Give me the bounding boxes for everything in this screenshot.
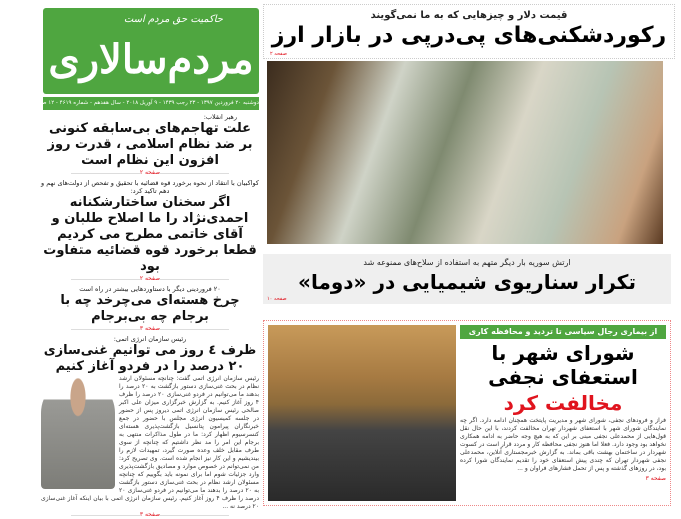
kicker: رهبر انقلاب: bbox=[203, 113, 237, 121]
story-tag: از بیماری رجال سیاسی تا تردید و محافظه کاری bbox=[460, 325, 666, 339]
lead-area bbox=[263, 4, 675, 244]
left-column bbox=[41, 113, 259, 519]
salehi-photo bbox=[41, 377, 115, 489]
page-ref: صفحه ۳ bbox=[41, 511, 259, 519]
headline: اگر سخنان ساختارشکنانه احمدی‌نژاد را ما اصلاح طلبان و آقای خاتمی مطرح می کردیم قطعا برخورد قوه قضائیه متفاوت بود bbox=[43, 195, 257, 274]
headline: رکوردشکنی‌های پی‌درپی در بازار ارز bbox=[271, 23, 667, 48]
syria-story[interactable] bbox=[263, 254, 671, 304]
headline: ظرف ٤ روز می توانیم غنی‌سازی ۲۰ درصد را در فردو آغاز کنیم bbox=[43, 343, 257, 374]
kicker: ۲۰ فروردینی دیگر با دستاوردهایی بیشتر در راه است bbox=[79, 285, 221, 293]
masthead-slogan: حاکمیت حق مردم است bbox=[123, 14, 223, 25]
kicker: کواکبیان با انتقاد از نحوه برخورد قوه قضائیه با تحقیق و تفحص از دولت‌های نهم و دهم تاکید کرد: bbox=[41, 179, 259, 195]
currency-photo bbox=[267, 61, 663, 244]
kicker: رئیس سازمان انرژی اتمی: bbox=[113, 335, 187, 343]
kicker: ارتش سوریه بار دیگر متهم به استفاده از سلاح‌های ممنوعه شد bbox=[363, 258, 571, 267]
headline: چرخ هسته‌ای می‌چرخد چه با برجام چه بی‌برجام bbox=[60, 293, 240, 324]
headline: شورای شهر با استعفای نجفی bbox=[488, 341, 638, 389]
headline-red: مخالفت کرد bbox=[503, 391, 623, 415]
story-salehi[interactable] bbox=[41, 335, 259, 519]
story-nuclear[interactable] bbox=[41, 285, 259, 333]
lead-story[interactable] bbox=[263, 4, 675, 59]
council-text bbox=[460, 325, 666, 483]
story-kavakebian[interactable] bbox=[41, 179, 259, 283]
page-ref: صفحه ۳ bbox=[645, 475, 666, 482]
council-photo bbox=[268, 325, 456, 501]
page-ref: صفحه ۲ bbox=[41, 275, 259, 283]
page-ref: صفحه ۳ bbox=[41, 325, 259, 333]
page-ref: صفحه ۲ bbox=[270, 51, 287, 57]
salehi-body: رئیس سازمان انرژی اتمی گفت: چنانچه مسئولان ارشد نظام در بحث غنی‌سازی دستور بازگشت به ۲۰ درصد را بدهند ما می‌توانیم در فردو غنی‌سازی ۲۰ درصد را ظرف ۴ روز آغاز کنیم. به گزارش خبرگزاری میزان علی اکبر صالحی رئیس سازمان انرژی اتمی دیروز پس از حضور در جلسه کمیسیون انرژی مجلس با حضور در جمع خبرنگاران پیرامون پتانسیل بازگشت‌پذیری هسته‌ای کنسرسیوم اظهار کرد: ما در طول مذاکرات منتهی به برجام این امر را مد نظر داشتیم که چنانچه از سوی طرف مقابل خلف وعده صورت گیرد، تمهیدات لازم را بیندیشیم و این کار نیز انجام شده است. وی تصریح کرد: من نمی‌توانم در خصوص موارد و مصادیق بازگشت‌پذیری وارد جزئیات شوم اما برای نمونه باید بگوییم که چنانچه مسئولان ارشد نظام در بحث غنی‌سازی دستور بازگشت به ۲۰ درصد را بدهند ما می‌توانیم در فردو غنی‌سازی ۲۰ درصد را ظرف ۴ روز آغاز کنیم. رئیس سازمان انرژی اتمی با بیان اینکه آغاز غنی‌سازی ۲۰ درصد نه ... bbox=[41, 375, 259, 510]
council-body: فراز و فرودهای نجفی، شورای شهر و مدیریت پایتخت همچنان ادامه دارد. اگر چه نمایندگان شورای شهر با استعفای شهردار تهران مخالفت کردند، با این حال نقل قول‌هایی از محمدعلی نجفی مبنی بر این که به هیچ وجه حاضر به ادامه همکاری نخواهد بود وجود دارد. فعلا اما هنوز نجفی محافظه کار و مردد قرار است در کسوت شهردار در ساختمان بهشت باقی بماند. به گزارش خبرمجستاری آنلاین، محمدعلی نجفی شهردار تهران که چندی پیش استعفای خود را تقدیم نمایندگان شورا کرده بود، در روزهای گذشته و پس از تحمل فشارهای فراوان و ... bbox=[460, 417, 666, 472]
headline: علت تهاجم‌های بی‌سابقه کنونی بر ضد نظام اسلامی ، قدرت روز افزون این نظام است bbox=[47, 121, 253, 168]
headline: تکرار سناریوی شیمیایی در «دوما» bbox=[298, 270, 636, 294]
kicker: قیمت دلار و چیزهایی که به ما نمی‌گویند bbox=[370, 10, 568, 21]
council-story[interactable] bbox=[263, 320, 671, 506]
page-ref: صفحه ۲ bbox=[41, 169, 259, 177]
dateline: دوشنبه ۲۰ فروردین ۱۳۹۷ - ۲۳ رجب ۱۴۳۹ - ۹ آوریل ۲۰۱۸ - سال هفدهم - شماره ۴۶۱۹ - ۱۲ صفحه - ۱۰۰۰ تومان bbox=[43, 97, 259, 110]
newspaper-logo: مردم‌سالاری bbox=[48, 36, 254, 83]
page-ref: صفحه ۱۰ bbox=[267, 296, 287, 302]
masthead bbox=[43, 8, 259, 94]
story-leader[interactable] bbox=[41, 113, 259, 177]
